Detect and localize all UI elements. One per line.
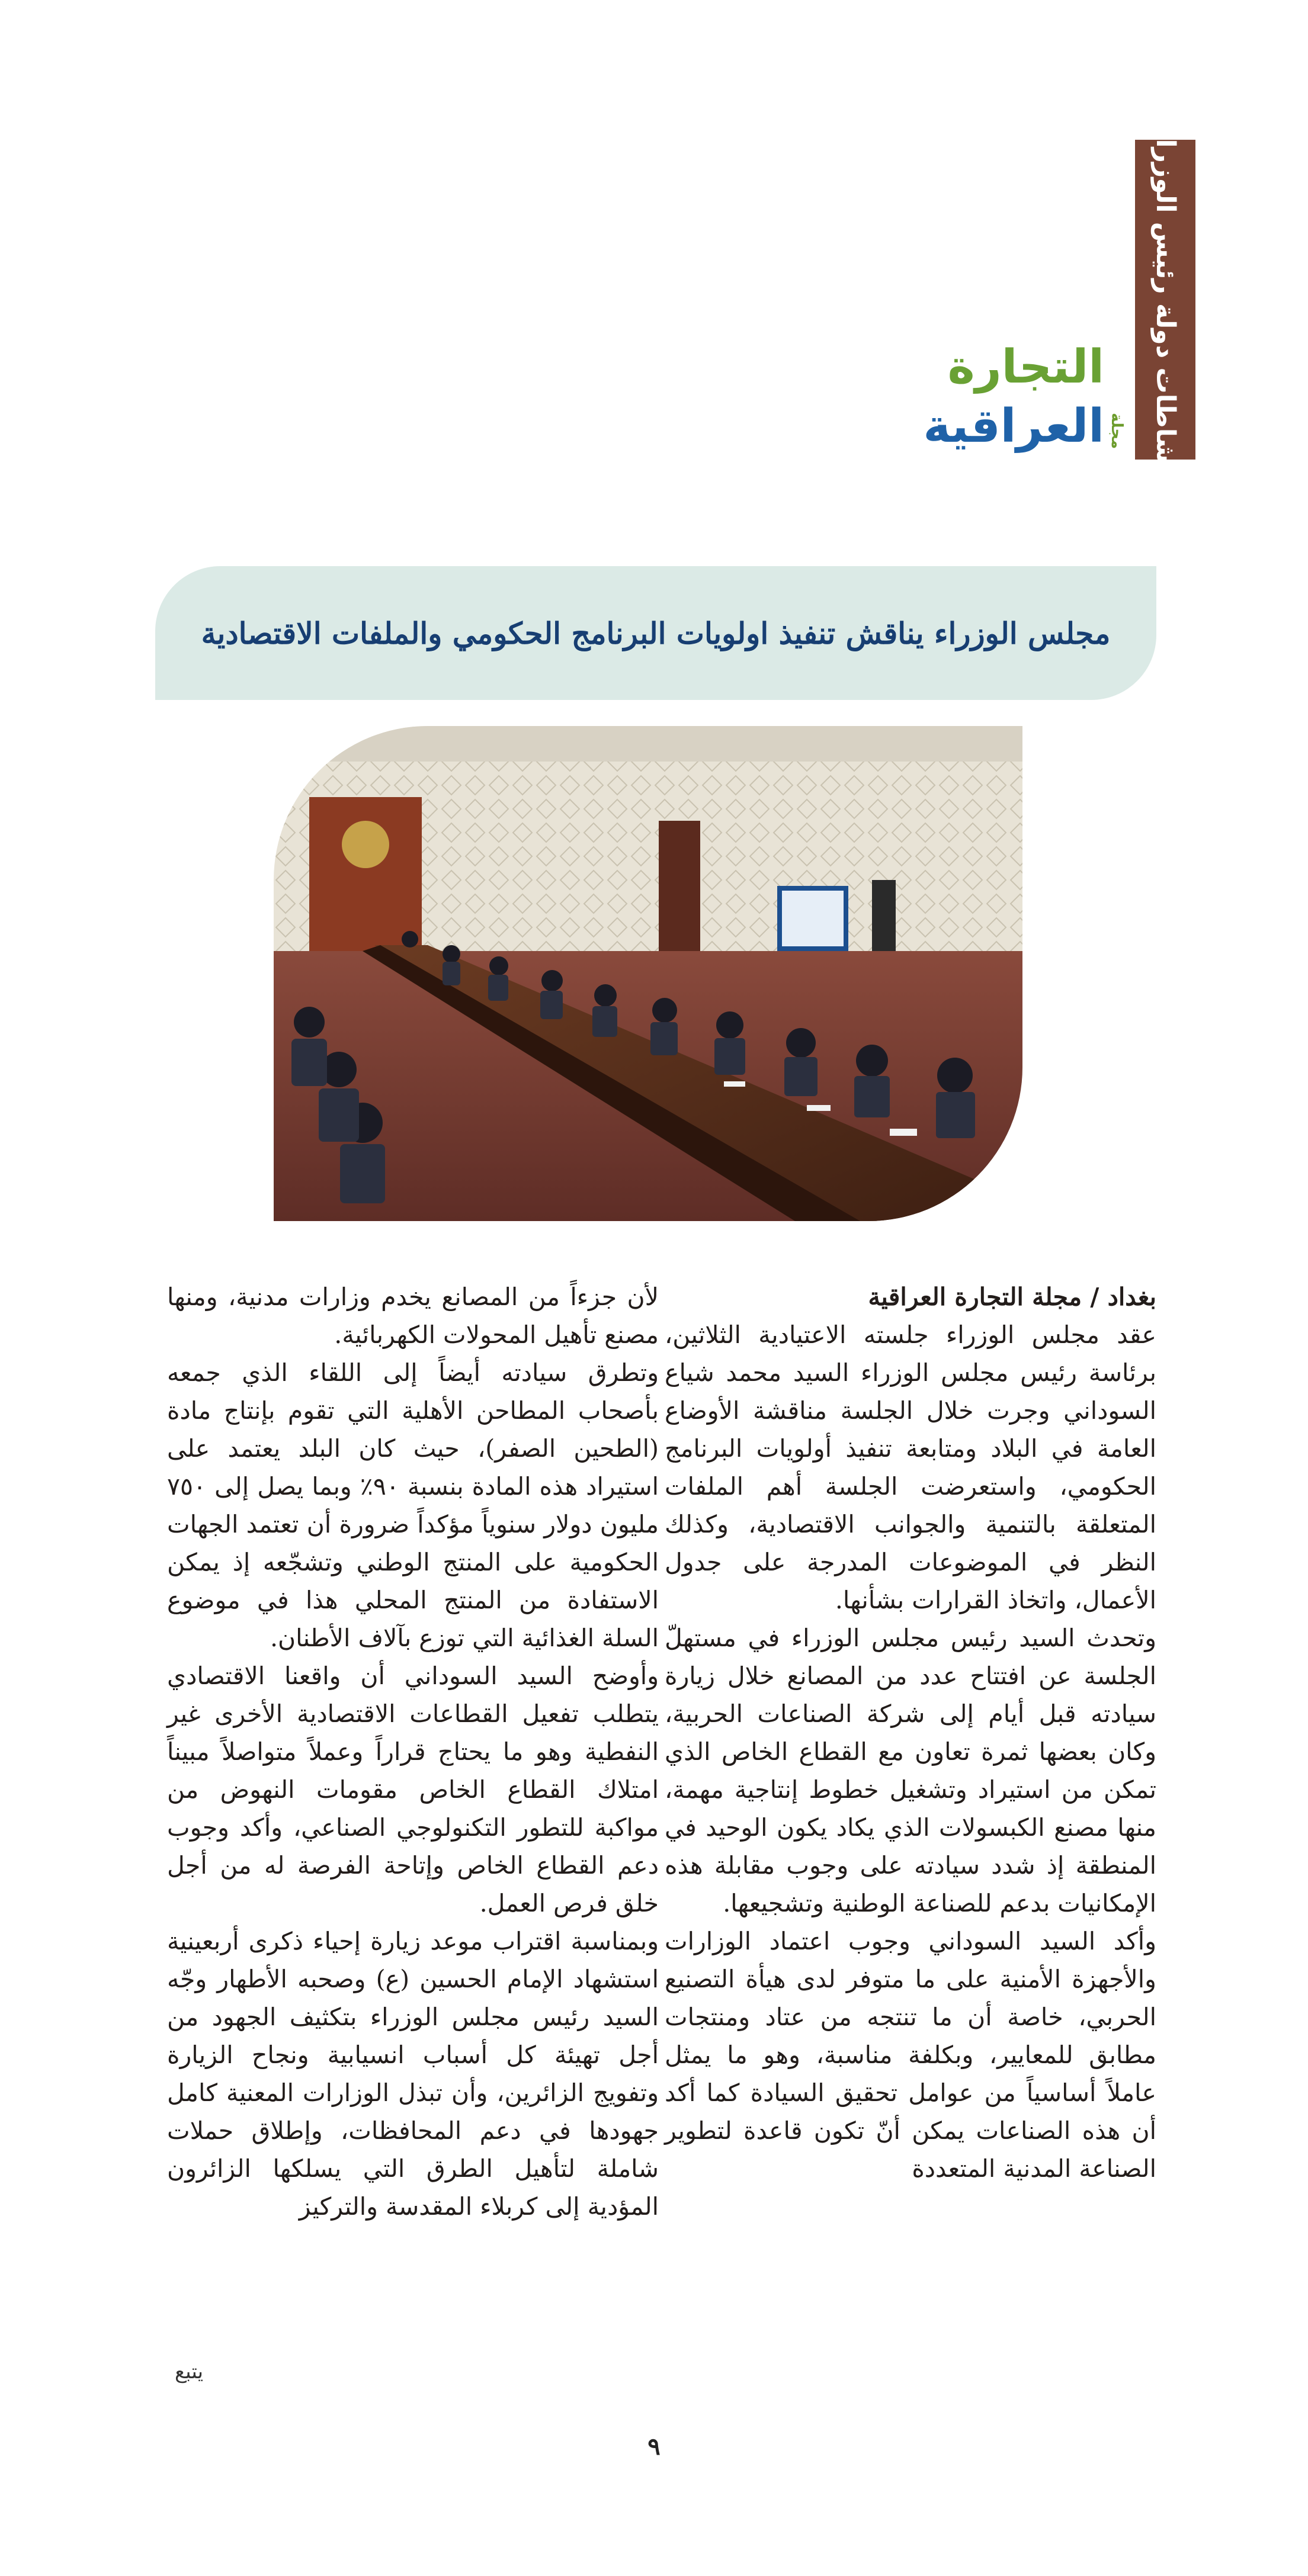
paragraph: وتحدث السيد رئيس مجلس الوزراء في مستهلّ الجلسة عن افتتاح عدد من المصانع خلال زيارة سيادته قبل أيام إلى شركة الصناعات الحربية، وكان بعضها ثمرة تعاون مع القطاع الخاص الذي تمكن من استيراد وتشغيل خطوط إنتاجية مهمة، منها مصنع الكبسولات الذي يكاد يكون الوحيد في المنطقة إذ شدد سيادته على وجوب مقابلة هذه الإمكانيات بدعم للصناعة الوطنية وتشجيعها.: [665, 1624, 1156, 1917]
cabinet-meeting-photo: [274, 726, 1022, 1221]
paragraph: لأن جزءاً من المصانع يخدم وزارات مدنية، ومنها مصنع تأهيل المحولات الكهربائية.: [167, 1283, 659, 1349]
logo-green-word: التجارة: [947, 341, 1104, 394]
continued-label: يتبع: [175, 2360, 204, 2384]
photo-illustration: [274, 726, 1022, 1221]
dateline: بغداد / مجلة التجارة العراقية: [868, 1283, 1156, 1311]
logo-small-word: مجلة: [1108, 412, 1126, 449]
article-column-left: [167, 1278, 659, 2225]
paragraph: عقد مجلس الوزراء جلسته الاعتيادية الثلاثين، برئاسة رئيس مجلس الوزراء السيد محمد شياع السوداني وجرت خلال الجلسة مناقشة الأوضاع العامة في البلاد ومتابعة تنفيذ أولويات البرنامج الحكومي، واستعرضت الجلسة أهم الملفات المتعلقة بالتنمية والجوانب الاقتصادية، وكذلك النظر في الموضوعات المدرجة على جدول الأعمال، واتخاذ القرارات بشأنها.: [665, 1321, 1156, 1614]
paragraph: وبمناسبة اقتراب موعد زيارة إحياء ذكرى أربعينية استشهاد الإمام الحسين (ع) وصحبه الأطهار وجّه السيد رئيس مجلس الوزراء بتكثيف الجهود من أجل تهيئة كل أسباب انسيابية ونجاح الزيارة وتفويج الزائرين، وأن تبذل الوزارات المعنية كامل جهودها في دعم المحافظات، وإطلاق حملات شاملة لتأهيل الطرق التي يسلكها الزائرون المؤدية إلى كربلاء المقدسة والتركيز: [167, 1927, 659, 2221]
paragraph: وأوضح السيد السوداني أن واقعنا الاقتصادي يتطلب تفعيل القطاعات الاقتصادية الأخرى غير النفطية وهو ما يحتاج قراراً وعملاً متواصلاً مبيناً امتلاك القطاع الخاص مقومات النهوض من مواكبة للتطور التكنولوجي الصناعي، وأكد وجوب دعم القطاع الخاص وإتاحة الفرصة له من أجل خلق فرص العمل.: [167, 1662, 659, 1917]
headline-box: [155, 566, 1156, 700]
magazine-logo: [859, 341, 1126, 456]
paragraph: وأكد السيد السوداني وجوب اعتماد الوزارات والأجهزة الأمنية على ما متوفر لدى هيأة التصنيع الحربي، خاصة أن ما تنتجه من عتاد ومنتجات مطابق للمعايير، وبكلفة مناسبة، وهو ما يمثل عاملاً أساسياً من عوامل تحقيق السيادة كما أكد أن هذه الصناعات يمكن أنّ تكون قاعدة لتطوير الصناعة المدنية المتعددة: [665, 1927, 1156, 2183]
paragraph: وتطرق سيادته أيضاً إلى اللقاء الذي جمعه بأصحاب المطاحن الأهلية التي تقوم بإنتاج مادة (الطحين الصفر)، حيث كان البلد يعتمد على استيراد هذه المادة بنسبة ٩٠٪ وبما يصل إلى ٧٥٠ مليون دولار سنوياً مؤكداً ضرورة أن تعتمد الجهات الحكومية على المنتج الوطني وتشجّعه إذ يمكن الاستفادة من المنتج المحلي هذا في موضوع السلة الغذائية التي توزع بآلاف الأطنان.: [167, 1358, 659, 1652]
article-headline: مجلس الوزراء يناقش تنفيذ اولويات البرنامج الحكومي والملفات الاقتصادية: [201, 615, 1111, 651]
section-tab: [1135, 125, 1195, 474]
logo-blue-word: العراقية: [923, 400, 1104, 453]
section-tab-label: نشاطات دولة رئيس الوزراء: [1150, 125, 1181, 474]
article-column-right: [665, 1278, 1156, 2188]
logo-title: [859, 338, 1104, 456]
page-number: ٩: [647, 2433, 661, 2461]
